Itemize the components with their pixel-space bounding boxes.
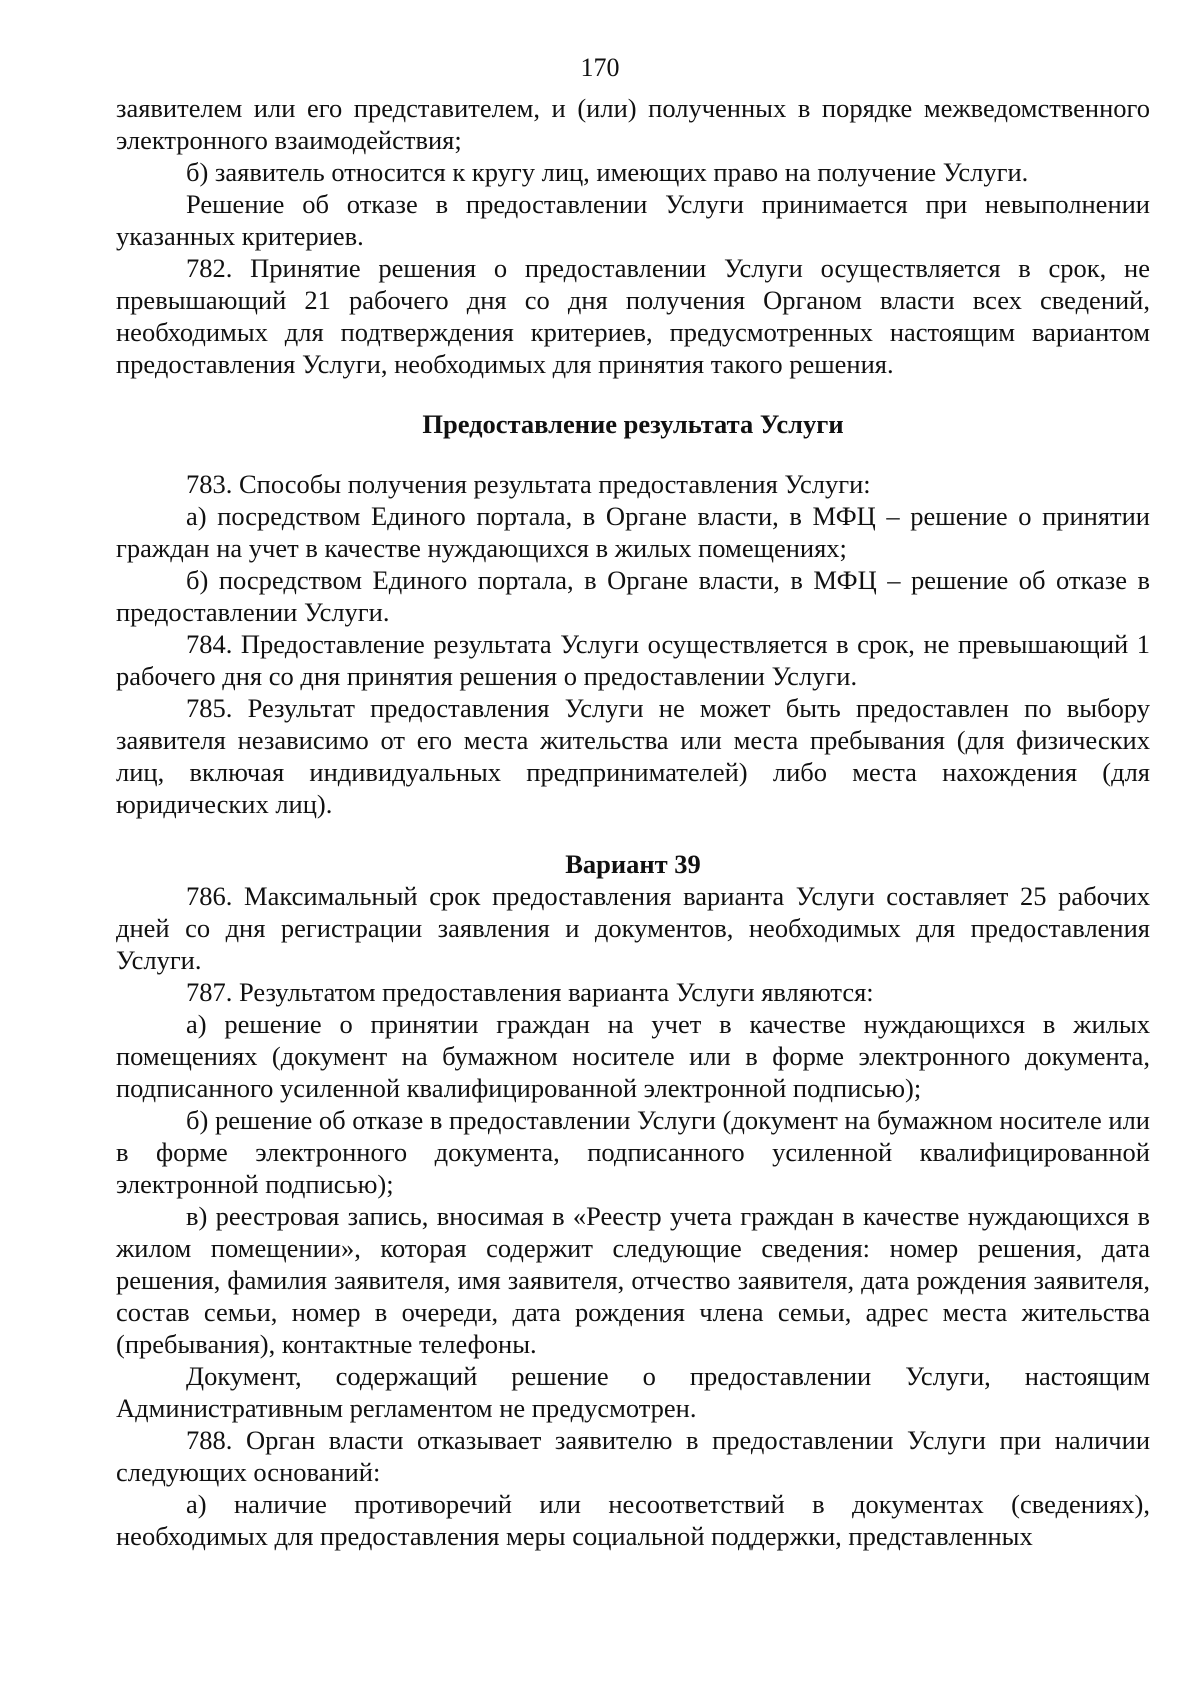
paragraph-787-b: б) решение об отказе в предоставлении Услуги (документ на бумажном носителе или в форме электронного документа, подписанного усиленной квалифицированной электронной подписью); (116, 1105, 1150, 1199)
paragraph-787-v: в) реестровая запись, вносимая в «Реестр учета граждан в качестве нуждающихся в жилом помещении», которая содержит следующие сведения: номер решения, дата решения, фамилия заявителя, имя заявителя, отчество заявителя, дата рождения заявителя, состав семьи, номер в очереди, дата рождения члена семьи, адрес места жительства (пребывания), контактные телефоны. (116, 1201, 1150, 1359)
page-number: 170 (580, 53, 620, 82)
paragraph-787: 787. Результатом предоставления варианта Услуги являются: (186, 977, 874, 1007)
spacer (116, 440, 1150, 468)
spacer (116, 380, 1150, 408)
paragraph-item-b: б) заявитель относится к кругу лиц, имеющих право на получение Услуги. (186, 157, 1029, 187)
paragraph-783-a: а) посредством Единого портала, в Органе власти, в МФЦ – решение о принятии граждан на учет в качестве нуждающихся в жилых помещениях; (116, 501, 1150, 563)
paragraph-783-b: б) посредством Единого портала, в Органе власти, в МФЦ – решение об отказе в предоставлении Услуги. (116, 565, 1150, 627)
paragraph-continuation: заявителем или его представителем, и (или) полученных в порядке межведомственного электронного взаимодействия; (116, 93, 1150, 155)
paragraph-788-a: а) наличие противоречий или несоответствий в документах (сведениях), необходимых для предоставления меры социальной поддержки, представленных (116, 1489, 1150, 1551)
paragraph-refusal-criteria: Решение об отказе в предоставлении Услуги принимается при невыполнении указанных критериев. (116, 189, 1150, 251)
paragraph-783: 783. Способы получения результата предоставления Услуги: (186, 469, 871, 499)
paragraph-788: 788. Орган власти отказывает заявителю в предоставлении Услуги при наличии следующих оснований: (116, 1425, 1150, 1487)
paragraph-document-note: Документ, содержащий решение о предоставлении Услуги, настоящим Административным регламентом не предусмотрен. (116, 1361, 1150, 1423)
paragraph-782: 782. Принятие решения о предоставлении Услуги осуществляется в срок, не превышающий 21 рабочего дня со дня получения Органом власти всех сведений, необходимых для подтверждения критериев, предусмотренных настоящим вариантом предоставления Услуги, необходимых для принятия такого решения. (116, 253, 1150, 379)
section-heading-result: Предоставление результата Услуги (422, 409, 844, 439)
paragraph-786: 786. Максимальный срок предоставления варианта Услуги составляет 25 рабочих дней со дня регистрации заявления и документов, необходимых для предоставления Услуги. (116, 881, 1150, 975)
spacer (116, 820, 1150, 848)
section-heading-variant: Вариант 39 (565, 849, 701, 879)
paragraph-787-a: а) решение о принятии граждан на учет в качестве нуждающихся в жилых помещениях (документ на бумажном носителе или в форме электронного документа, подписанного усиленной квалифицированной электронной подписью); (116, 1009, 1150, 1103)
document-body (116, 92, 1150, 1552)
paragraph-784: 784. Предоставление результата Услуги осуществляется в срок, не превышающий 1 рабочего дня со дня принятия решения о предоставлении Услуги. (116, 629, 1150, 691)
paragraph-785: 785. Результат предоставления Услуги не может быть предоставлен по выбору заявителя независимо от его места жительства или места пребывания (для физических лиц, включая индивидуальных предпринимателей) либо места нахождения (для юридических лиц). (116, 693, 1150, 819)
